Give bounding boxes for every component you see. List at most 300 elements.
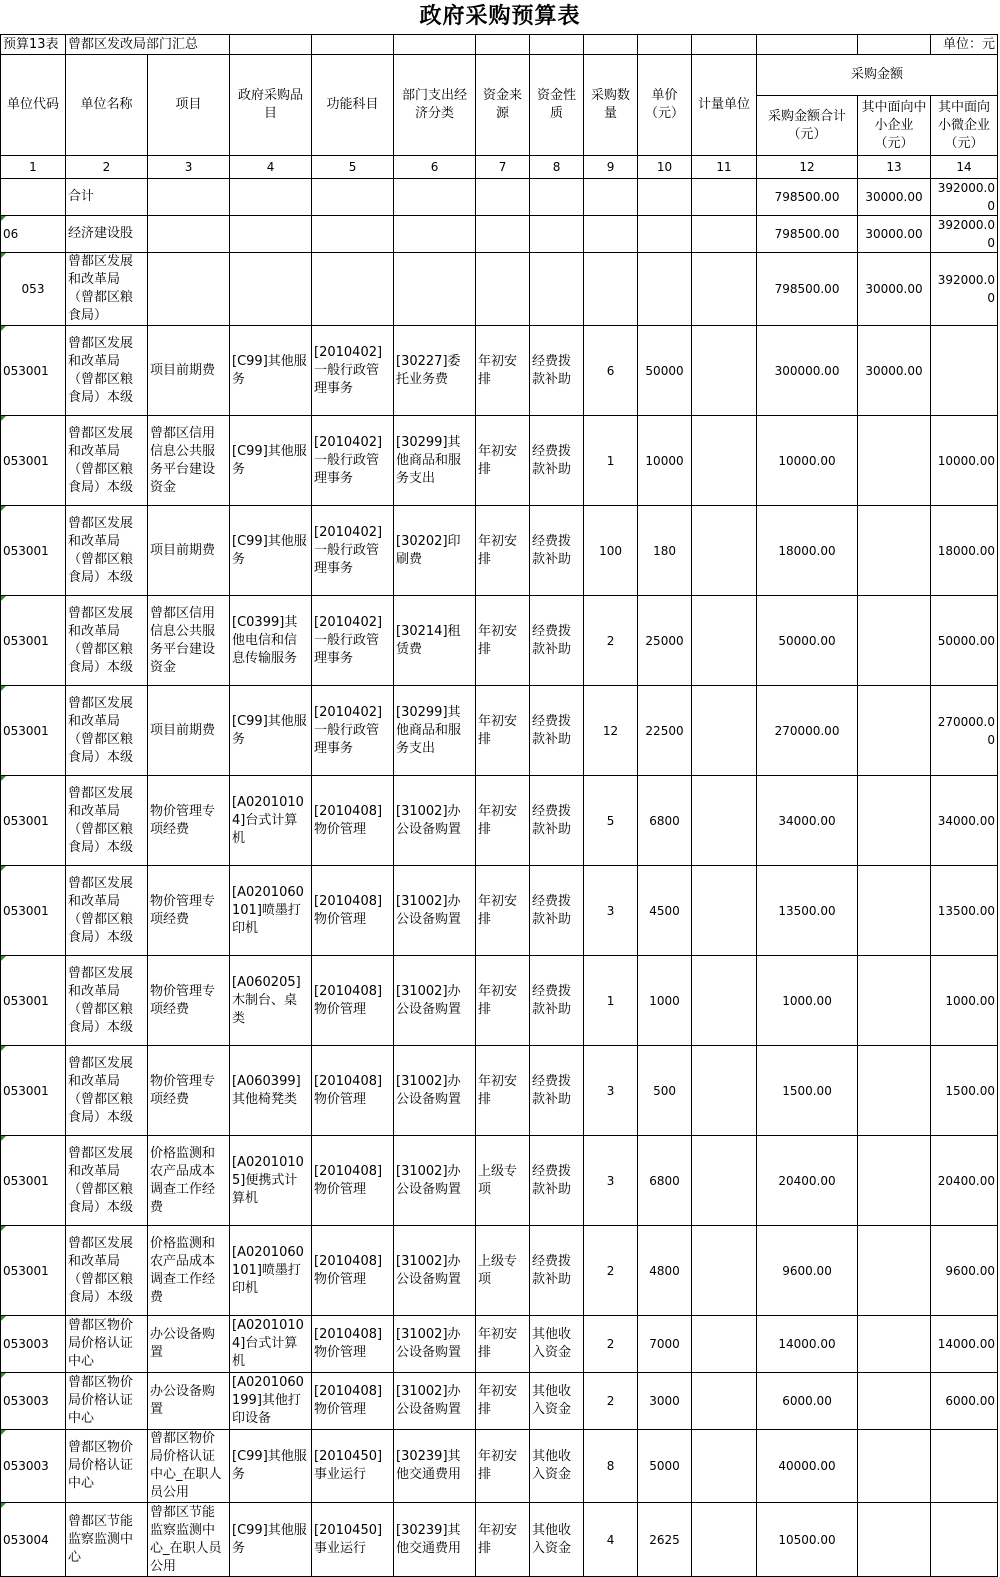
econ-class-cell: [31002]办公设备购置 [394, 1316, 476, 1373]
unit-name-text: 曾都区发展和改革局（曾都区粮食局）本级 [68, 605, 134, 675]
econ-class-cell: [30239]其他交通费用 [394, 1430, 476, 1503]
unit-code-cell: 053001 [1, 1136, 66, 1226]
project-cell: 项目前期费 [148, 686, 230, 776]
func-subject-cell: [2010402]一般行政管理事务 [312, 686, 394, 776]
unit-name-cell [66, 253, 148, 326]
unit-name-cell [66, 1430, 148, 1503]
econ-class-cell [394, 216, 476, 253]
sme-amount-cell: 30000.00 [858, 216, 931, 253]
unit-code-cell: 053 [1, 253, 66, 326]
table-row [1, 776, 998, 866]
micro-amount-cell: 392000.00 [931, 216, 998, 253]
table-row [1, 866, 998, 956]
fund-source-cell: 年初安排 [476, 1373, 530, 1430]
quantity-cell [584, 179, 638, 216]
func-subject-cell: [2010408]物价管理 [312, 1373, 394, 1430]
unit-price-cell: 3000 [638, 1373, 692, 1430]
sme-amount-cell [858, 596, 931, 686]
micro-amount-cell [931, 1503, 998, 1577]
amount-total-cell: 798500.00 [757, 179, 858, 216]
fund-source-cell: 年初安排 [476, 506, 530, 596]
micro-amount-cell: 9600.00 [931, 1226, 998, 1316]
amount-total-cell: 1500.00 [757, 1046, 858, 1136]
project-cell [148, 253, 230, 326]
unit-code-cell: 053001 [1, 956, 66, 1046]
sme-amount-cell [858, 686, 931, 776]
unit-code-cell: 053001 [1, 686, 66, 776]
col-number: 1 [1, 156, 66, 179]
func-subject-cell [312, 253, 394, 326]
measure-unit-cell [692, 1430, 757, 1503]
econ-class-cell: [31002]办公设备购置 [394, 776, 476, 866]
col-number: 11 [692, 156, 757, 179]
unit-name-cell [66, 1226, 148, 1316]
measure-unit-cell [692, 866, 757, 956]
unit-price-cell: 6800 [638, 1136, 692, 1226]
project-cell: 曾都区物价局价格认证中心_在职人员公用 [148, 1430, 230, 1503]
gov-item-cell: [A02010104]台式计算机 [230, 1316, 312, 1373]
measure-unit-cell [692, 506, 757, 596]
quantity-cell [584, 253, 638, 326]
measure-unit-cell [692, 1046, 757, 1136]
table-row [1, 1373, 998, 1430]
gov-item-cell: [C99]其他服务 [230, 686, 312, 776]
econ-class-cell: [30227]委托业务费 [394, 326, 476, 416]
fund-source-cell: 上级专项 [476, 1136, 530, 1226]
unit-name-text: 曾都区发展和改革局（曾都区粮食局）本级 [68, 1235, 134, 1305]
micro-amount-cell: 14000.00 [931, 1316, 998, 1373]
fund-nature-cell: 经费拨款补助 [530, 1136, 584, 1226]
col-number: 3 [148, 156, 230, 179]
unit-name-cell [66, 686, 148, 776]
gov-item-cell: [A0201060199]其他打印设备 [230, 1373, 312, 1430]
fund-nature-cell: 经费拨款补助 [530, 596, 584, 686]
unit-price-cell: 4500 [638, 866, 692, 956]
func-subject-cell: [2010402]一般行政管理事务 [312, 596, 394, 686]
unit-name-cell [66, 1316, 148, 1373]
header-project: 项目 [148, 55, 230, 156]
micro-amount-cell [931, 326, 998, 416]
header-unit-name: 单位名称 [66, 55, 148, 156]
econ-class-cell: [30214]租赁费 [394, 596, 476, 686]
micro-amount-cell: 18000.00 [931, 506, 998, 596]
unit-name-cell [66, 1046, 148, 1136]
fund-source-cell: 年初安排 [476, 1046, 530, 1136]
unit-name-cell [66, 866, 148, 956]
micro-amount-cell: 34000.00 [931, 776, 998, 866]
fund-nature-cell: 经费拨款补助 [530, 776, 584, 866]
unit-code-cell [1, 179, 66, 216]
project-cell: 办公设备购置 [148, 1316, 230, 1373]
gov-item-cell: [C99]其他服务 [230, 326, 312, 416]
quantity-cell: 1 [584, 956, 638, 1046]
table-row [1, 1226, 998, 1316]
unit-name-text: 曾都区发展和改革局（曾都区粮食局）本级 [68, 785, 134, 855]
fund-nature-cell: 其他收入资金 [530, 1503, 584, 1577]
quantity-cell: 2 [584, 1316, 638, 1373]
sme-amount-cell [858, 416, 931, 506]
fund-nature-cell: 经费拨款补助 [530, 326, 584, 416]
unit-name-text: 曾都区物价局价格认证中心 [68, 1318, 134, 1369]
unit-price-cell: 5000 [638, 1430, 692, 1503]
header-quantity: 采购数量 [584, 55, 638, 156]
unit-code-cell: 06 [1, 216, 66, 253]
func-subject-cell: [2010408]物价管理 [312, 776, 394, 866]
unit-price-cell [638, 179, 692, 216]
sme-amount-cell [858, 1503, 931, 1577]
gov-item-cell: [A02010105]便携式计算机 [230, 1136, 312, 1226]
measure-unit-cell [692, 1136, 757, 1226]
unit-price-cell: 7000 [638, 1316, 692, 1373]
table-row [1, 179, 998, 216]
unit-name-text: 曾都区发展和改革局（曾都区粮食局）本级 [68, 1055, 134, 1125]
unit-name-text: 曾都区发展和改革局（曾都区粮食局）本级 [68, 515, 134, 585]
amount-total-cell: 10500.00 [757, 1503, 858, 1577]
fund-nature-cell: 其他收入资金 [530, 1316, 584, 1373]
unit-name-text: 曾都区节能监察监测中心 [68, 1513, 134, 1565]
project-cell: 物价管理专项经费 [148, 866, 230, 956]
func-subject-cell: [2010450]事业运行 [312, 1430, 394, 1503]
unit-code-cell: 053001 [1, 326, 66, 416]
project-cell: 曾都区节能监察监测中心_在职人员公用 [148, 1503, 230, 1577]
amount-total-cell: 798500.00 [757, 253, 858, 326]
sme-amount-cell [858, 1316, 931, 1373]
unit-price-cell: 500 [638, 1046, 692, 1136]
table-row [1, 506, 998, 596]
func-subject-cell: [2010408]物价管理 [312, 1136, 394, 1226]
quantity-cell: 8 [584, 1430, 638, 1503]
sme-amount-cell [858, 506, 931, 596]
amount-total-cell: 13500.00 [757, 866, 858, 956]
table-row [1, 253, 998, 326]
header-func-subject: 功能科目 [312, 55, 394, 156]
project-cell: 曾都区信用信息公共服务平台建设资金 [148, 416, 230, 506]
project-cell: 物价管理专项经费 [148, 1046, 230, 1136]
col-number: 13 [858, 156, 931, 179]
unit-name-text: 曾都区发展和改革局（曾都区粮食局）本级 [68, 875, 134, 945]
measure-unit-cell [692, 686, 757, 776]
sme-amount-cell [858, 1430, 931, 1503]
amount-total-cell: 6000.00 [757, 1373, 858, 1430]
fund-nature-cell [530, 179, 584, 216]
header-measure-unit: 计量单位 [692, 55, 757, 156]
measure-unit-cell [692, 1316, 757, 1373]
unit-name-text: 曾都区物价局价格认证中心 [68, 1375, 134, 1426]
fund-source-cell: 年初安排 [476, 866, 530, 956]
gov-item-cell: [A02010104]台式计算机 [230, 776, 312, 866]
project-cell: 价格监测和农产品成本调查工作经费 [148, 1136, 230, 1226]
amount-total-cell: 50000.00 [757, 596, 858, 686]
table-row [1, 1316, 998, 1373]
func-subject-cell: [2010402]一般行政管理事务 [312, 416, 394, 506]
col-number: 7 [476, 156, 530, 179]
col-number: 9 [584, 156, 638, 179]
measure-unit-cell [692, 216, 757, 253]
fund-source-cell: 上级专项 [476, 1226, 530, 1316]
gov-item-cell: [C99]其他服务 [230, 416, 312, 506]
fund-source-cell: 年初安排 [476, 1316, 530, 1373]
unit-name-cell [66, 506, 148, 596]
gov-item-cell [230, 253, 312, 326]
unit-price-cell: 4800 [638, 1226, 692, 1316]
quantity-cell: 6 [584, 326, 638, 416]
amount-total-cell: 20400.00 [757, 1136, 858, 1226]
unit-name-text: 曾都区发展和改革局（曾都区粮食局）本级 [68, 695, 134, 765]
gov-item-cell [230, 216, 312, 253]
fund-source-cell: 年初安排 [476, 686, 530, 776]
micro-amount-cell: 392000.00 [931, 253, 998, 326]
unit-name-cell [66, 776, 148, 866]
unit-price-cell: 6800 [638, 776, 692, 866]
unit-label: 单位：元 [931, 35, 998, 55]
quantity-cell: 2 [584, 1226, 638, 1316]
micro-amount-cell: 13500.00 [931, 866, 998, 956]
col-number: 10 [638, 156, 692, 179]
gov-item-cell: [A0201060101]喷墨打印机 [230, 866, 312, 956]
unit-code-cell: 053001 [1, 1226, 66, 1316]
table-row [1, 686, 998, 776]
fund-nature-cell: 经费拨款补助 [530, 506, 584, 596]
measure-unit-cell [692, 596, 757, 686]
unit-code-cell: 053001 [1, 866, 66, 956]
project-cell: 价格监测和农产品成本调查工作经费 [148, 1226, 230, 1316]
column-number-row [1, 156, 998, 179]
measure-unit-cell [692, 1373, 757, 1430]
fund-source-cell: 年初安排 [476, 1430, 530, 1503]
amount-total-cell: 270000.00 [757, 686, 858, 776]
unit-price-cell [638, 216, 692, 253]
sme-amount-cell: 30000.00 [858, 326, 931, 416]
header-amount-group: 采购金额 [757, 55, 998, 96]
gov-item-cell: [A060399]其他椅凳类 [230, 1046, 312, 1136]
unit-name-cell [66, 596, 148, 686]
col-number: 5 [312, 156, 394, 179]
micro-amount-cell: 20400.00 [931, 1136, 998, 1226]
sme-amount-cell [858, 1226, 931, 1316]
micro-amount-cell: 50000.00 [931, 596, 998, 686]
micro-amount-cell: 270000.00 [931, 686, 998, 776]
header-unit-code: 单位代码 [1, 55, 66, 156]
micro-amount-cell: 6000.00 [931, 1373, 998, 1430]
col-number: 8 [530, 156, 584, 179]
measure-unit-cell [692, 1226, 757, 1316]
project-cell: 项目前期费 [148, 326, 230, 416]
unit-name-text: 曾都区发展和改革局（曾都区粮食局）本级 [68, 425, 134, 495]
header-micro: 其中面向小微企业（元） [931, 96, 998, 156]
gov-item-cell: [A060205]木制台、桌类 [230, 956, 312, 1046]
fund-nature-cell: 经费拨款补助 [530, 686, 584, 776]
func-subject-cell: [2010408]物价管理 [312, 1226, 394, 1316]
project-cell: 曾都区信用信息公共服务平台建设资金 [148, 596, 230, 686]
sme-amount-cell [858, 956, 931, 1046]
econ-class-cell [394, 179, 476, 216]
econ-class-cell [394, 253, 476, 326]
unit-name-cell [66, 416, 148, 506]
header-fund-source: 资金来源 [476, 55, 530, 156]
amount-total-cell: 18000.00 [757, 506, 858, 596]
econ-class-cell: [31002]办公设备购置 [394, 1226, 476, 1316]
quantity-cell: 4 [584, 1503, 638, 1577]
fund-source-cell [476, 253, 530, 326]
unit-name-cell [66, 1373, 148, 1430]
fund-nature-cell: 经费拨款补助 [530, 1046, 584, 1136]
micro-amount-cell: 10000.00 [931, 416, 998, 506]
fund-source-cell [476, 216, 530, 253]
amount-total-cell: 34000.00 [757, 776, 858, 866]
quantity-cell: 2 [584, 1373, 638, 1430]
quantity-cell: 1 [584, 416, 638, 506]
project-cell [148, 216, 230, 253]
fund-nature-cell: 经费拨款补助 [530, 416, 584, 506]
measure-unit-cell [692, 416, 757, 506]
func-subject-cell: [2010450]事业运行 [312, 1503, 394, 1577]
unit-price-cell: 50000 [638, 326, 692, 416]
unit-price-cell: 22500 [638, 686, 692, 776]
micro-amount-cell: 1000.00 [931, 956, 998, 1046]
func-subject-cell: [2010402]一般行政管理事务 [312, 326, 394, 416]
table-row [1, 216, 998, 253]
fund-nature-cell: 其他收入资金 [530, 1430, 584, 1503]
fund-source-cell: 年初安排 [476, 1503, 530, 1577]
unit-name-cell [66, 956, 148, 1046]
unit-price-cell: 1000 [638, 956, 692, 1046]
econ-class-cell: [31002]办公设备购置 [394, 1136, 476, 1226]
sme-amount-cell: 30000.00 [858, 179, 931, 216]
fund-nature-cell: 经费拨款补助 [530, 1226, 584, 1316]
amount-total-cell: 10000.00 [757, 416, 858, 506]
amount-total-cell: 14000.00 [757, 1316, 858, 1373]
func-subject-cell: [2010408]物价管理 [312, 1316, 394, 1373]
fund-source-cell: 年初安排 [476, 326, 530, 416]
unit-name-text: 曾都区发展和改革局（曾都区粮食局）本级 [68, 335, 134, 405]
table-number: 预算13表 [1, 35, 66, 55]
project-cell: 物价管理专项经费 [148, 776, 230, 866]
unit-code-cell: 053001 [1, 596, 66, 686]
quantity-cell: 100 [584, 506, 638, 596]
measure-unit-cell [692, 179, 757, 216]
col-number: 12 [757, 156, 858, 179]
fund-source-cell: 年初安排 [476, 776, 530, 866]
fund-nature-cell: 经费拨款补助 [530, 866, 584, 956]
fund-source-cell: 年初安排 [476, 956, 530, 1046]
header-gov-item: 政府采购品目 [230, 55, 312, 156]
gov-item-cell: [C99]其他服务 [230, 506, 312, 596]
econ-class-cell: [30202]印刷费 [394, 506, 476, 596]
measure-unit-cell [692, 1503, 757, 1577]
econ-class-cell: [30299]其他商品和服务支出 [394, 686, 476, 776]
amount-total-cell: 40000.00 [757, 1430, 858, 1503]
info-row [1, 35, 998, 55]
fund-nature-cell: 其他收入资金 [530, 1373, 584, 1430]
quantity-cell: 5 [584, 776, 638, 866]
fund-nature-cell: 经费拨款补助 [530, 956, 584, 1046]
col-number: 2 [66, 156, 148, 179]
unit-name-text: 曾都区发展和改革局（曾都区粮食局）本级 [68, 1145, 134, 1215]
sme-amount-cell [858, 866, 931, 956]
table-row [1, 596, 998, 686]
table-row [1, 1430, 998, 1503]
project-cell: 物价管理专项经费 [148, 956, 230, 1046]
unit-name-cell [66, 326, 148, 416]
quantity-cell: 3 [584, 1136, 638, 1226]
unit-code-cell: 053004 [1, 1503, 66, 1577]
unit-name-cell [66, 1503, 148, 1577]
project-cell: 办公设备购置 [148, 1373, 230, 1430]
micro-amount-cell [931, 1430, 998, 1503]
econ-class-cell: [30299]其他商品和服务支出 [394, 416, 476, 506]
table-row [1, 1136, 998, 1226]
econ-class-cell: [31002]办公设备购置 [394, 1373, 476, 1430]
micro-amount-cell: 392000.00 [931, 179, 998, 216]
project-cell: 项目前期费 [148, 506, 230, 596]
amount-total-cell: 300000.00 [757, 326, 858, 416]
fund-source-cell [476, 179, 530, 216]
table-row [1, 1046, 998, 1136]
quantity-cell: 3 [584, 1046, 638, 1136]
gov-item-cell: [C0399]其他电信和信息传输服务 [230, 596, 312, 686]
header-amount-total: 采购金额合计（元） [757, 96, 858, 156]
unit-name-cell: 经济建设股 [66, 216, 148, 253]
func-subject-cell: [2010408]物价管理 [312, 866, 394, 956]
unit-code-cell: 053001 [1, 1046, 66, 1136]
unit-code-cell: 053003 [1, 1316, 66, 1373]
unit-name-cell: 合计 [66, 179, 148, 216]
unit-name-text: 曾都区发展和改革局（曾都区粮食局） [68, 254, 134, 323]
quantity-cell [584, 216, 638, 253]
amount-total-cell: 798500.00 [757, 216, 858, 253]
table-row [1, 1503, 998, 1577]
econ-class-cell: [31002]办公设备购置 [394, 866, 476, 956]
amount-total-cell: 9600.00 [757, 1226, 858, 1316]
unit-price-cell: 10000 [638, 416, 692, 506]
func-subject-cell: [2010408]物价管理 [312, 956, 394, 1046]
sme-amount-cell [858, 1136, 931, 1226]
header-fund-nature: 资金性质 [530, 55, 584, 156]
gov-item-cell: [C99]其他服务 [230, 1430, 312, 1503]
unit-code-cell: 053001 [1, 506, 66, 596]
table-row [1, 326, 998, 416]
unit-name-text: 曾都区物价局价格认证中心 [68, 1440, 134, 1491]
sme-amount-cell [858, 776, 931, 866]
measure-unit-cell [692, 956, 757, 1046]
unit-code-cell: 053001 [1, 776, 66, 866]
header-econ-class: 部门支出经济分类 [394, 55, 476, 156]
unit-code-cell: 053003 [1, 1373, 66, 1430]
fund-source-cell: 年初安排 [476, 416, 530, 506]
func-subject-cell [312, 216, 394, 253]
col-number: 6 [394, 156, 476, 179]
func-subject-cell: [2010402]一般行政管理事务 [312, 506, 394, 596]
fund-nature-cell [530, 216, 584, 253]
table-row [1, 956, 998, 1046]
gov-item-cell: [C99]其他服务 [230, 1503, 312, 1577]
fund-nature-cell [530, 253, 584, 326]
header-unit-price: 单价（元） [638, 55, 692, 156]
unit-name-cell [66, 1136, 148, 1226]
quantity-cell: 12 [584, 686, 638, 776]
unit-price-cell: 2625 [638, 1503, 692, 1577]
fund-source-cell: 年初安排 [476, 596, 530, 686]
page-title: 政府采购预算表 [419, 4, 581, 29]
gov-item-cell: [A0201060101]喷墨打印机 [230, 1226, 312, 1316]
amount-total-cell: 1000.00 [757, 956, 858, 1046]
econ-class-cell: [31002]办公设备购置 [394, 1046, 476, 1136]
measure-unit-cell [692, 253, 757, 326]
department-name: 曾都区发改局部门汇总 [66, 35, 230, 55]
measure-unit-cell [692, 776, 757, 866]
unit-price-cell [638, 253, 692, 326]
unit-price-cell: 180 [638, 506, 692, 596]
